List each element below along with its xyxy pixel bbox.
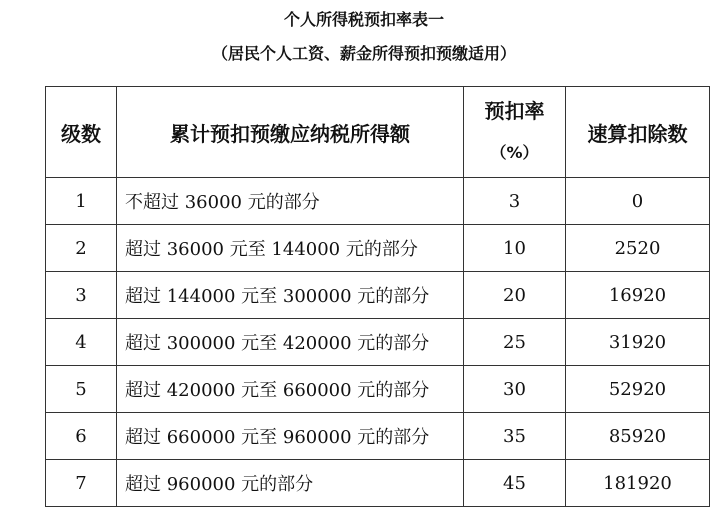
cell-range: 超过 300000 元至 420000 元的部分 [117,319,464,366]
table-row [46,460,710,507]
cell-rate: 3 [464,178,566,225]
table-row [46,366,710,413]
cell-level: 6 [46,413,117,460]
cell-range: 超过 960000 元的部分 [117,460,464,507]
header-rate [464,87,566,178]
cell-level: 1 [46,178,117,225]
cell-level: 3 [46,272,117,319]
cell-deduction: 16920 [566,272,710,319]
cell-range: 超过 144000 元至 300000 元的部分 [117,272,464,319]
tax-rate-table [45,86,710,507]
cell-rate: 45 [464,460,566,507]
header-income: 累计预扣预缴应纳税所得额 [117,87,464,178]
cell-rate: 25 [464,319,566,366]
header-level: 级数 [46,87,117,178]
cell-deduction: 52920 [566,366,710,413]
table-row [46,178,710,225]
header-rate-unit: （%） [490,143,539,162]
table-header [46,87,710,178]
table-body [46,178,710,507]
cell-rate: 20 [464,272,566,319]
table-row [46,319,710,366]
cell-deduction: 31920 [566,319,710,366]
cell-range: 超过 660000 元至 960000 元的部分 [117,413,464,460]
page-title: 个人所得税预扣率表一 [283,10,444,29]
header-deduction: 速算扣除数 [566,87,710,178]
cell-deduction: 2520 [566,225,710,272]
cell-rate: 10 [464,225,566,272]
header-row [46,87,710,178]
cell-deduction: 181920 [566,460,710,507]
header-rate-label: 预扣率 [484,99,545,123]
cell-deduction: 0 [566,178,710,225]
cell-range: 不超过 36000 元的部分 [117,178,464,225]
table-row [46,272,710,319]
cell-rate: 30 [464,366,566,413]
cell-range: 超过 420000 元至 660000 元的部分 [117,366,464,413]
cell-rate: 35 [464,413,566,460]
table-row [46,413,710,460]
cell-level: 7 [46,460,117,507]
cell-deduction: 85920 [566,413,710,460]
cell-range: 超过 36000 元至 144000 元的部分 [117,225,464,272]
cell-level: 2 [46,225,117,272]
cell-level: 4 [46,319,117,366]
page-subtitle: （居民个人工资、薪金所得预扣预缴适用） [211,44,516,63]
table-row [46,225,710,272]
cell-level: 5 [46,366,117,413]
